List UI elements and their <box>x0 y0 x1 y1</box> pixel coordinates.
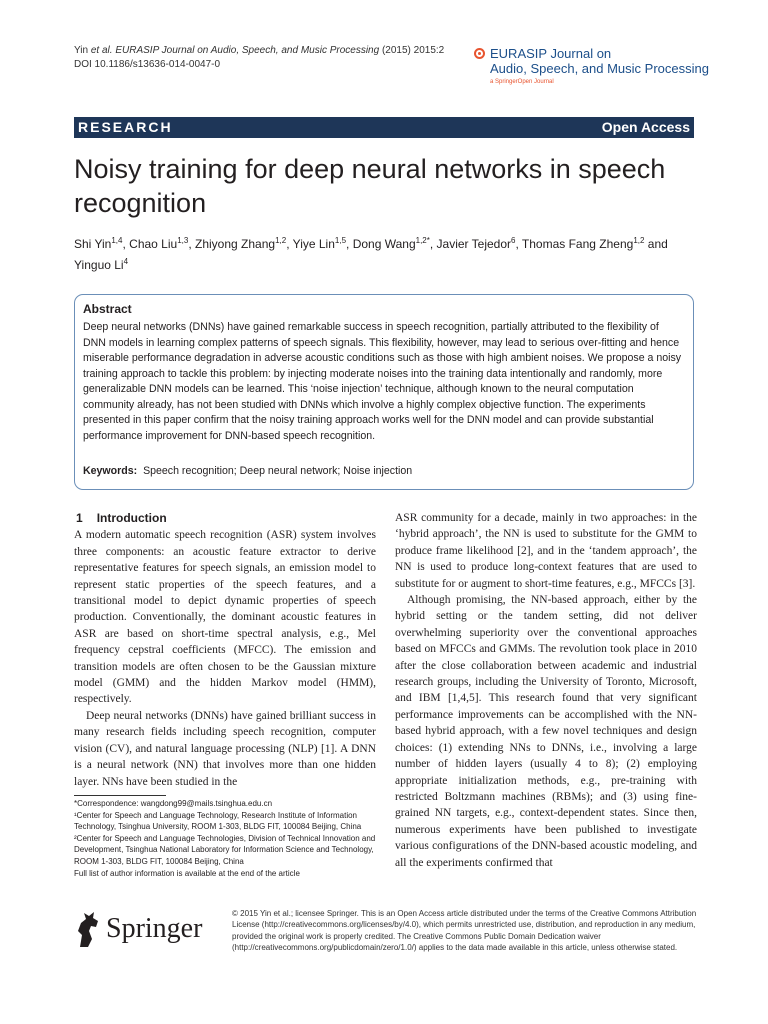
body-column-right <box>395 510 697 871</box>
paragraph: Deep neural networks (DNNs) have gained brilliant success in many research fields including speech recognition, computer vision (CV), and natural language processing (NLP) [1]. A DNN is a neural network (NN) that involves more than one hidden layer. NNs have been studied in the <box>74 709 376 788</box>
article-title: Noisy training for deep neural networks in speech recognition <box>74 154 666 218</box>
springer-open-logo-icon <box>474 48 485 59</box>
author[interactable]: Yinguo Li$^4$ <box>74 257 129 272</box>
abstract-heading: Abstract <box>83 302 132 316</box>
section-heading: 1 Introduction <box>76 511 167 525</box>
springer-wordmark: Springer <box>106 913 203 944</box>
author[interactable]: Zhiyong Zhang$^{1,2}$ <box>195 236 287 251</box>
paragraph: ASR community for a decade, mainly in two approaches: in the ‘hybrid approach’, the NN is used to substitute for the GMM to produce frame likelihood [2], and in the ‘tandem approach’, the NN is used to produce long-context features that are used to substitute for or augment to short-time features, e.g., MFCCs [3]. <box>395 512 697 590</box>
article-type-banner <box>74 117 694 138</box>
correspondence-footnote[interactable]: *Correspondence: wangdong99@mails.tsinghua.edu.cn <box>74 799 273 808</box>
springer-open-tagline: a SpringerOpen Journal <box>490 79 554 85</box>
citation-header <box>74 44 444 72</box>
abstract-text: Deep neural networks (DNNs) have gained remarkable success in speech recognition, partially attributed to the flexibility of DNN models in learning complex patterns of speech signals. This flexibility, however, may lead to serious over-fitting and hence miserable performance degradation in adverse acoustic conditions such as those with high ambient noises. We propose a noisy training approach to tackle this problem: by injecting moderate noises into the training data intentionally and randomly, more generalizable DNN models can be learned. This ‘noise injection’ technique, although known to the neural computation community already, has not been studied with DNNs which involve a highly complex objective function. The experiments presented in this paper confirm that the noisy training approach works well for the DNN model and can provide substantial performance improvement for DNN-based speech recognition. <box>83 321 682 442</box>
paragraph: Although promising, the NN-based approach, either by the hybrid setting or the tandem setting, did not deliver overwhelming superiority over the conventional approaches based on MFCCs and GMMs. The revolution took place in 2010 after the close collaboration between academic and industrial research groups, including the University of Toronto, Microsoft, and IBM [1,4,5]. This research found that very significant performance improvements can be accomplished with the NN-based hybrid approach, with a few novel techniques and design choices: (1) extending NNs to DNNs, i.e., involving a large number of hidden layers (usually 4 to 8); (2) employing appropriate initialization methods, e.g., pre-training with restricted Boltzmann machines (RBMs); and (3) using fine-grained NN targets, e.g., context-dependent states. Since then, numerous experiments have been published to investigate various configurations of the DNN-based acoustic modeling, and all the experiments confirmed that <box>395 594 697 869</box>
author[interactable]: Chao Liu$^{1,3}$ <box>129 236 189 251</box>
affiliation-footnote: ²Center for Speech and Language Technologies, Division of Technical Innovation and Development, Tsinghua National Laboratory for Information Science and Technology, ROOM 1-303, BLDG FIT, 100084 Beijing, China <box>74 833 376 866</box>
open-access-label: Open Access <box>601 119 690 135</box>
author[interactable]: Yiye Lin$^{1,5}$ <box>292 236 347 251</box>
affiliation-footnote: ¹Center for Speech and Language Technology, Research Institute of Information Technology, Tsinghua University, ROOM 1-303, BLDG FIT, 100084 Beijing, China <box>74 810 362 832</box>
author[interactable]: Dong Wang$^{1,2*}$ <box>352 236 430 251</box>
keywords: Keywords: Speech recognition; Deep neural network; Noise injection <box>83 465 413 477</box>
springer-horse-icon <box>74 909 102 949</box>
paragraph: A modern automatic speech recognition (ASR) system involves three components: an acoustic feature extractor to derive representative features for speech signals, an emission model to represent static properties of the speech features, and a transitional model to depict dynamic properties of speech production. Conventionally, the dominant acoustic features in ASR are based on short-time spectral analysis, e.g., Mel frequency cepstral coefficients (MFCC). The emission and transition models are often chosen to be the Gaussian mixture model (GMM) and the hidden Markov model (HMM), respectively. <box>74 529 376 706</box>
author-list: Shi Yin$^{1,4}$, Chao Liu$^{1,3}$, Zhiyong Zhang$^{1,2}$, Yiye Lin$^{1,5}$, Dong Wang$^{1,2*}$, Javier Tejedor$^6$, Thomas Fang Zheng$^{1,2}$ and Yinguo Li$^4$ <box>74 236 668 272</box>
footnotes <box>74 798 379 879</box>
body-column-left <box>74 510 376 790</box>
author-info-note: Full list of author information is available at the end of the article <box>74 868 300 878</box>
author[interactable]: Thomas Fang Zheng$^{1,2}$ <box>521 236 645 251</box>
journal-name-line2: Audio, Speech, and Music Processing <box>490 61 709 76</box>
citation-line: Yin et al. EURASIP Journal on Audio, Speech, and Music Processing (2015) 2015:2 <box>74 45 445 56</box>
author[interactable]: Shi Yin$^{1,4}$ <box>74 236 123 251</box>
article-type-label: RESEARCH <box>78 119 173 135</box>
author[interactable]: Javier Tejedor$^6$ <box>436 236 516 251</box>
journal-name-line1: EURASIP Journal on <box>490 46 612 61</box>
footnote-divider <box>74 795 166 796</box>
doi-text[interactable]: DOI 10.1186/s13636-014-0047-0 <box>74 59 221 70</box>
abstract-box <box>74 294 694 490</box>
license-text: © 2015 Yin et al.; licensee Springer. This is an Open Access article distributed under the terms of the Creative Commons Attribution License (http://creativecommons.org/licenses/by/4.0), which permits unrestricted use, distribution, and reproduction in any medium, provided the original work is properly credited. The Creative Commons Public Domain Dedication waiver (http://creativecommons.org/publicdomain/zero/1.0/) applies to the data made available in this article, unless otherwise stated. <box>232 909 697 953</box>
